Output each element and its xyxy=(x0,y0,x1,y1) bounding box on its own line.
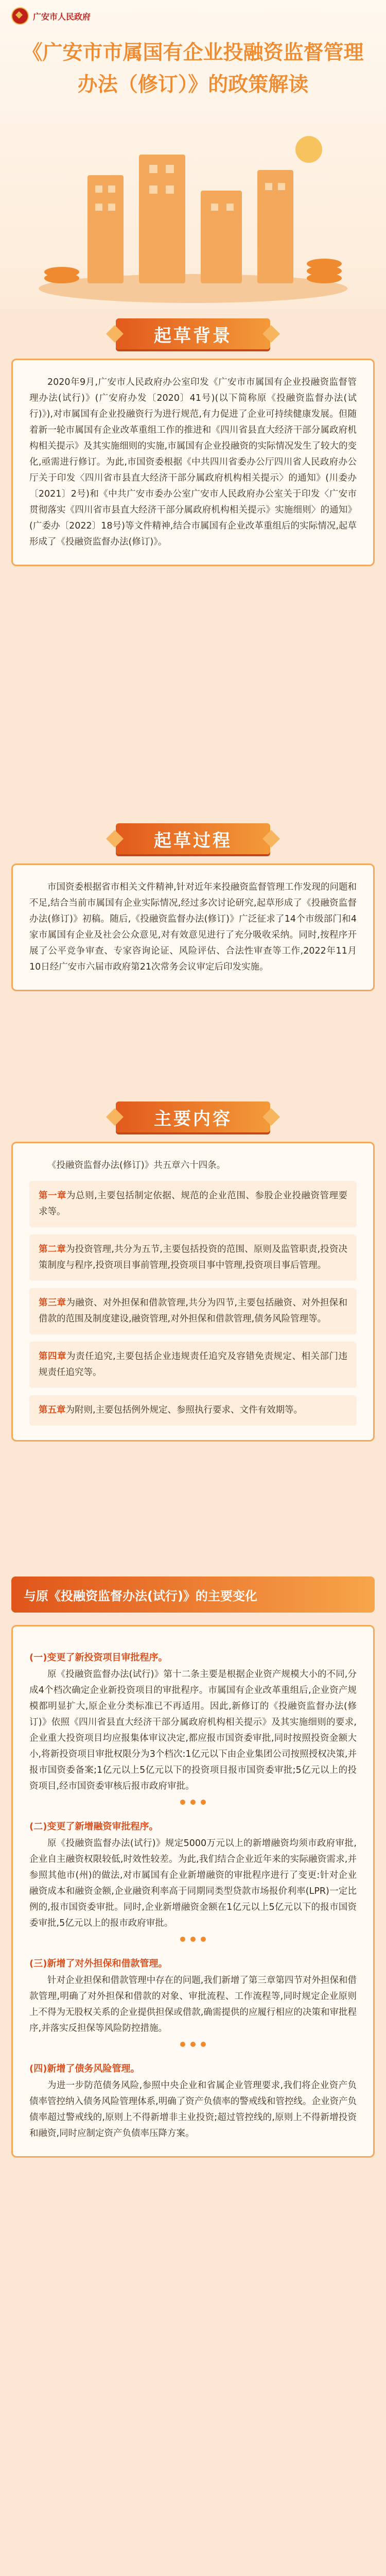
divider xyxy=(29,2037,357,2052)
change-title: (四)新增了债务风险管理。 xyxy=(29,2063,140,2074)
hero xyxy=(0,0,386,309)
chapter-item xyxy=(29,1234,357,1281)
changes-heading: 与原《投融资监督办法(试行)》的主要变化 xyxy=(11,1577,375,1613)
process-text: 市国资委根据省市相关文件精神,针对近年来投融资监督管理工作发现的问题和不足,结合当前市属国有企业实际情况,经过多次讨论研究,起草形成了《投融资监督办法(修订)》初稿。随后,《投融资监督办法(修订)》广泛征求了14个市级部门和4家市属国有企业及社会公众意见,对有效意见进行了充分吸收采纳。同时,按程序开展了公平竞争审查、专家咨询论证、风险评估、合法性审查等工作,2022年11月10日经广安市六届市政府第21次常务会议审定后印发实施。 xyxy=(29,882,357,972)
hero-illustration xyxy=(0,113,386,309)
content-heading: 主要内容 xyxy=(116,1101,270,1132)
change-text: 针对企业担保和借款管理中存在的问题,我们新增了第三章第四节对外担保和借款管理,明确了对外担保和借款的对象、审批流程、工作流程等,同时规定企业原则上不得为无股权关系的企业提供担保或借款,确需提供的应履行相应的决策和审批程序,并落实反担保等风险防控措施。 xyxy=(29,1975,357,2033)
chapter-label: 第三章 xyxy=(39,1298,66,1308)
change-text: 为进一步防范债务风险,参照中央企业和省属企业管理要求,我们将企业资产负债率管控纳入债务风险管理体系,明确了资产负债率的警戒线和管控线。企业资产负债率超过警戒线的,原则上不得新增非主业投资;超过管控线的,原则上不得新增投资和融资,同时应制定资产负债率压降方案。 xyxy=(29,2080,357,2139)
change-text: 原《投融资监督办法(试行)》第十二条主要是根据企业资产规模大小的不同,分成4个档次确定企业新投资项目的审批程序。市属国有企业改革重组后,企业资产规模都明显扩大,原企业分类标准已不再适用。因此,新修订的《投融资监督办法(修订)》依照《四川省县直大经济干部分属政府机构相关提示》及其实施细则的要求,企业重大投资项目均应报集体审议决定,都应报市国资委审批,同时按照投资金额大小,将新投资项目审批权限分为3个档次:1亿元以下由企业集团公司按照授权决策,并报市国资委备案;1亿元以上5亿元以下的投资项目报市国资委审批;5亿元以上的投资项目,经市国资委审核后报市政府审批。 xyxy=(29,1669,357,1791)
chapter-text: 为责任追究,主要包括企业违规责任追究及容错免责规定、相关部门违规责任追究等。 xyxy=(39,1351,348,1378)
change-title: (三)新增了对外担保和借款管理。 xyxy=(29,1958,168,1969)
content-intro: 《投融资监督办法(修订)》共五章六十四条。 xyxy=(47,1160,226,1171)
background-section xyxy=(0,309,386,566)
background-text: 2020年9月,广安市人民政府办公室印发《广安市市属国有企业投融资监督管理办法(试行)》(广安府办发〔2020〕41号)(以下简称原《投融资监督办法(试行)》),对市属国有企业投融资行为进行规范,有力促进了企业可持续健康发展。但随着新一轮市属国有企业改革重组工作的推进和《四川省县直大经济干部分属政府机构相关提示》及其实施细则的实施,市属国有企业投融资的实际情况发生了较大的变化,亟需进行修订。为此,市国资委根据《中共四川省委办公厅四川省人民政府办公厅关于印发〈四川省市县直大经济干部分属政府机构相关提示〉的通知》(川委办〔2021〕2号)和《中共广安市委办公室广安市人民政府办公室关于印发〈广安市贯彻落实《四川省市县直大经济干部分属政府机构相关提示》实施细则〉的通知》(广委办〔2022〕18号)等文件精神,结合市属国有企业改革重组后的实际情况,起草形成了《投融资监督办法(修订)》。 xyxy=(29,377,357,547)
change-title: (一)变更了新投资项目审批程序。 xyxy=(29,1652,168,1663)
content-section xyxy=(0,1092,386,1442)
chapter-label: 第五章 xyxy=(39,1405,66,1415)
chapter-label: 第四章 xyxy=(39,1351,67,1362)
process-heading-wrap xyxy=(0,814,386,863)
change-text: 原《投融资监督办法(试行)》规定5000万元以上的新增融资均须市政府审批,企业自主融资权限较低,时效性较差。为此,我们结合企业近年来的实际融资需求,并参照其他市(州)的做法,对市属国有企业新增融资的审批程序进行了变更:针对企业融资成本和融资金额,企业融资利率高于同期同类型贷款市场报价利率(LPR)一定比例的,报市国资委审批。同时,企业新增融资金额在1亿元以上5亿元以下的报市国资委审批,5亿元以上的报市政府审批。 xyxy=(29,1838,357,1928)
background-card xyxy=(11,359,375,566)
content-heading-wrap xyxy=(0,1092,386,1142)
chapter-text: 为附则,主要包括例外规定、参照执行要求、文件有效期等。 xyxy=(65,1405,303,1415)
process-heading: 起草过程 xyxy=(116,823,270,854)
chapter-item xyxy=(29,1181,357,1227)
background-heading-wrap xyxy=(0,309,386,359)
divider xyxy=(29,1931,357,1947)
change-title: (二)变更了新增融资审批程序。 xyxy=(29,1821,159,1832)
divider xyxy=(29,1794,357,1810)
chapter-item xyxy=(29,1342,357,1388)
site-logo[interactable] xyxy=(11,7,91,25)
chapter-text: 为融资、对外担保和借款管理,共分为四节,主要包括融资、对外担保和借款的范围及制度建设,融资管理,对外担保和借款管理,债务风险管理等。 xyxy=(39,1298,348,1324)
content-card xyxy=(11,1142,375,1442)
changes-card xyxy=(11,1625,375,2158)
emblem-icon xyxy=(11,7,29,25)
background-heading: 起草背景 xyxy=(116,318,270,349)
chapter-text: 为总则,主要包括制定依据、规范的企业范围、参股企业投融资管理要求等。 xyxy=(39,1191,348,1217)
changes-section xyxy=(0,1577,386,2158)
process-card xyxy=(11,863,375,991)
chapter-label: 第二章 xyxy=(39,1244,66,1255)
chapter-item xyxy=(29,1288,357,1334)
process-section xyxy=(0,814,386,991)
chapter-label: 第一章 xyxy=(39,1191,67,1201)
page-title: 《广安市市属国有企业投融资监督管理办法（修订）》的政策解读 xyxy=(22,41,364,96)
chapter-text: 为投资管理,共分为五节,主要包括投资的范围、原则及监管职责,投资决策制度与程序,投资项目事前管理,投资项目事中管理,投资项目事后管理。 xyxy=(39,1244,348,1270)
chapter-item xyxy=(29,1395,357,1426)
logo-text: 广安市人民政府 xyxy=(33,11,91,22)
